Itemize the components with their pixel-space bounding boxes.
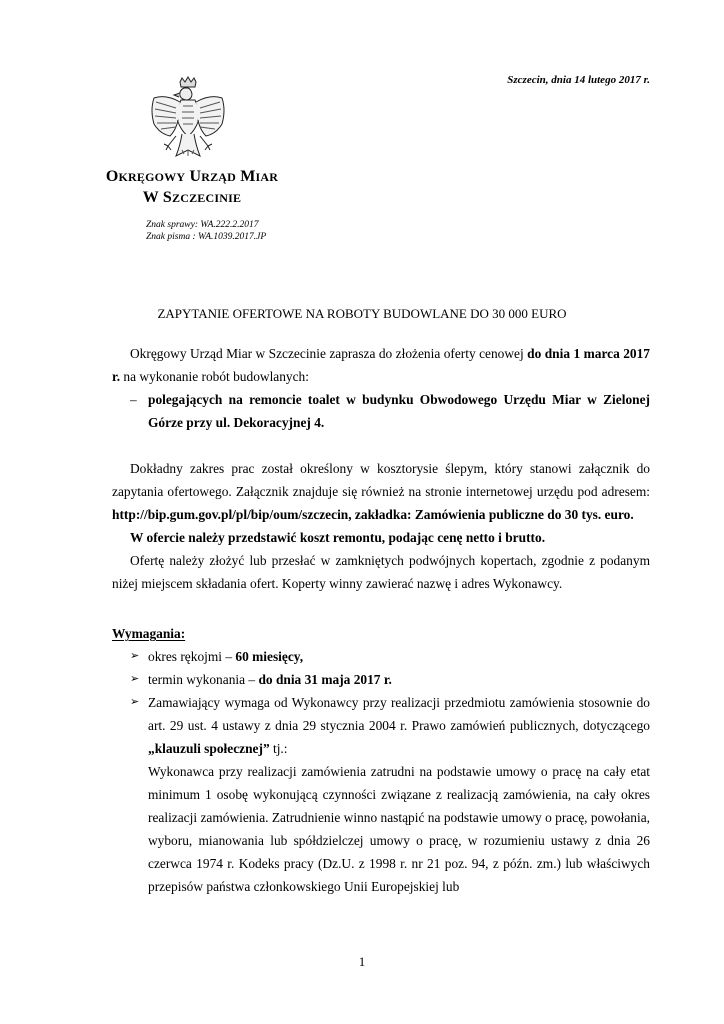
requirements-heading: Wymagania:	[112, 626, 186, 641]
arrow-bullet-icon: ➢	[130, 696, 140, 708]
polish-eagle-emblem	[146, 76, 230, 166]
requirement-deadline: ➢ termin wykonania – do dnia 31 maja 2017 r.	[112, 668, 650, 691]
requirement-warranty: ➢ okres rękojmi – 60 miesięcy,	[112, 645, 650, 668]
document-date: Szczecin, dnia 14 lutego 2017 r.	[507, 74, 650, 86]
requirement-social-clause: ➢ Zamawiający wymaga od Wykonawcy przy realizacji przedmiotu zamówienia stosownie do art. 29 ust. 4 ustawy z dnia 29 stycznia 2004 r. Prawo zamówień publicznych, dotyczącego „klauzuli społecznej” tj.: Wykonawca przy realizacji zamówienia zatrudni na podstawie umowy o pracę na cały etat minimum 1 osobę wykonującą czynności związane z realizacją zamówienia, na cały okres realizacji zamówienia. Zatrudnienie winno nastąpić na podstawie umowy o pracę, powołania, wyboru, mianowania lub spółdzielczej umowy o pracę, w rozumieniu ustawy z dnia 26 czerwca 1974 r. Kodeks pracy (Dz.U. z 1998 r. nr 21 poz. 94, z późn. zm.) lub właściwych przepisów państwa członkowskiego Unii Europejskiej lub	[112, 691, 650, 911]
letter-reference: Znak pisma : WA.1039.2017.JP	[146, 232, 267, 242]
scope-paragraph: Dokładny zakres prac został określony w kosztorysie ślepym, który stanowi załącznik do zapytania ofertowego. Załącznik znajduje się również na stronie internetowej urzędu pod adresem: http://bip.gum.gov.pl/pl/bip/oum/szczecin, zakładka: Zamówienia publiczne do 30 tys. euro. W ofercie należy przedstawić koszt remontu, podając cenę netto i brutto. Ofertę należy złożyć lub przesłać w zamkniętych podwójnych kopertach, zgodnie z podanym niżej miejscem składania ofert. Koperty winny zawierać nazwę i adres Wykonawcy.	[112, 461, 650, 591]
page-number: 1	[358, 954, 366, 969]
organization-name-line2: W SZCZECINIE	[142, 189, 242, 206]
arrow-bullet-icon: ➢	[130, 650, 140, 662]
works-item: – polegających na remoncie toalet w budynku Obwodowego Urzędu Miar w Zielonej Górze przy ul. Dekoracyjnej 4.	[130, 392, 650, 430]
arrow-bullet-icon: ➢	[130, 673, 140, 685]
organization-name-line1: OKRĘGOWY URZĄD MIAR	[105, 168, 279, 185]
intro-paragraph: Okręgowy Urząd Miar w Szczecinie zaprasza do złożenia oferty cenowej do dnia 1 marca 2017 r. na wykonanie robót budowlanych:	[112, 346, 650, 384]
case-reference: Znak sprawy: WA.222.2.2017	[146, 220, 259, 230]
document-title: ZAPYTANIE OFERTOWE NA ROBOTY BUDOWLANE DO 30 000 EURO	[157, 306, 567, 321]
